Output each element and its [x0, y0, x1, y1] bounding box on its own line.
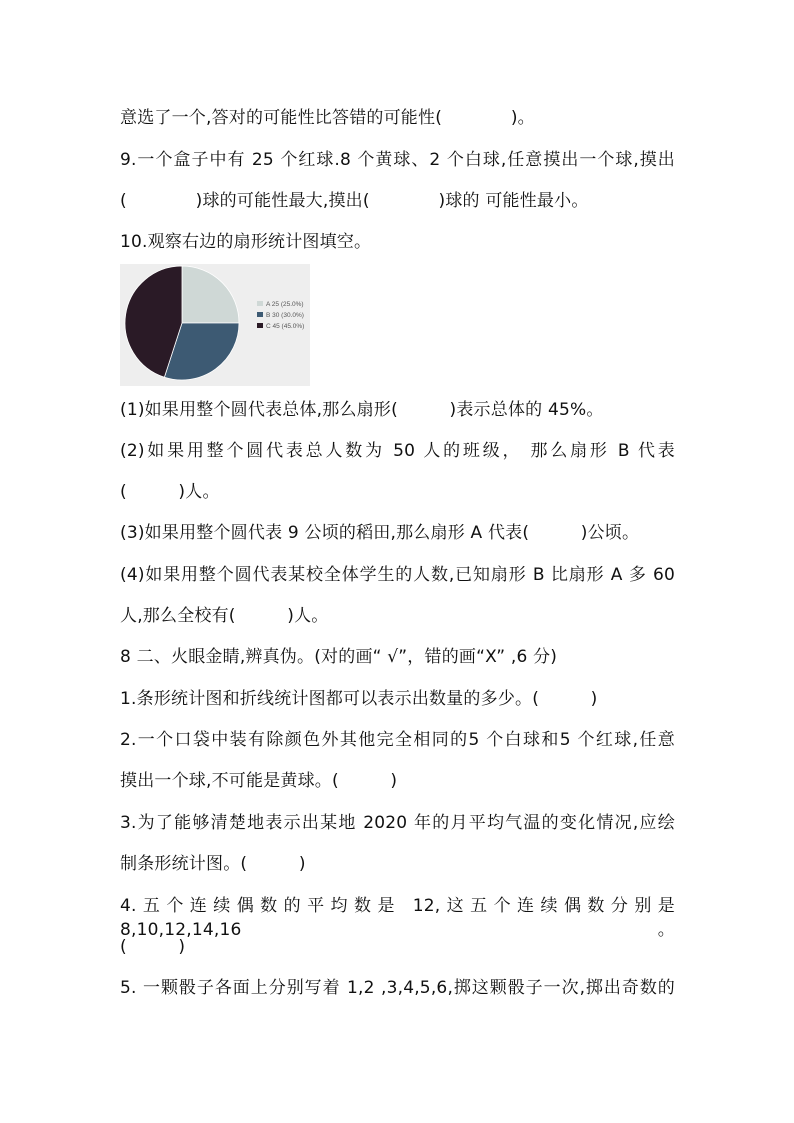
- question-9-line-2: ( )球的可能性最大,摸出( )球的 可能性最小。: [120, 191, 589, 211]
- judge-3-line-1: 3.为了能够清楚地表示出某地 2020 年的月平均气温的变化情况,应绘: [120, 813, 675, 833]
- pie-slice-a: [182, 266, 239, 323]
- pie-chart-svg: [120, 264, 310, 386]
- legend-swatch-b: [257, 312, 263, 317]
- section-2-heading: 8 二、火眼金睛,辨真伪。(对的画“ √”，错的画“X” ,6 分): [120, 647, 558, 667]
- judge-4-line-2: ( ): [120, 937, 186, 957]
- question-10-4-line-1: (4)如果用整个圆代表某校全体学生的人数,已知扇形 B 比扇形 A 多 60: [120, 565, 675, 585]
- question-10-2-line-2: ( )人。: [120, 482, 220, 502]
- legend-label-b: B 30 (30.0%): [266, 312, 304, 319]
- question-10-1: (1)如果用整个圆代表总体,那么扇形( )表示总体的 45%。: [120, 400, 604, 420]
- line-1: 意选了一个,答对的可能性比答错的可能性( )。: [120, 108, 535, 128]
- judge-5-line-1: 5. 一颗骰子各面上分别写着 1,2 ,3,4,5,6,掷这颗骰子一次,掷出奇数的: [120, 978, 675, 998]
- judge-3-line-2: 制条形统计图。( ): [120, 854, 306, 874]
- judge-1: 1.条形统计图和折线统计图都可以表示出数量的多少。( ): [120, 689, 598, 709]
- question-10-2-line-1: (2)如果用整个圆代表总人数为 50 人的班级， 那么扇形 B 代表: [120, 441, 675, 461]
- question-9-line-1: 9.一个盒子中有 25 个红球.8 个黄球、2 个白球,任意摸出一个球,摸出: [120, 150, 675, 170]
- question-10-4-line-2: 人,那么全校有( )人。: [120, 606, 329, 626]
- legend-swatch-c: [257, 323, 263, 328]
- judge-2-line-1: 2.一个口袋中装有除颜色外其他完全相同的5 个白球和5 个红球,任意: [120, 730, 675, 750]
- question-10-title: 10.观察右边的扇形统计图填空。: [120, 232, 372, 252]
- judge-2-line-2: 摸出一个球,不可能是黄球。( ): [120, 771, 398, 791]
- legend-label-a: A 25 (25.0%): [266, 301, 304, 308]
- pie-chart: [120, 264, 310, 386]
- legend-label-c: C 45 (45.0%): [266, 323, 305, 330]
- judge-4-line-1: 4.五个连续偶数的平均数是 12,这五个连续偶数分别是 8,10,12,14,16。: [120, 896, 675, 940]
- legend-swatch-a: [257, 301, 263, 306]
- question-10-3: (3)如果用整个圆代表 9 公顷的稻田,那么扇形 A 代表( )公顷。: [120, 523, 640, 543]
